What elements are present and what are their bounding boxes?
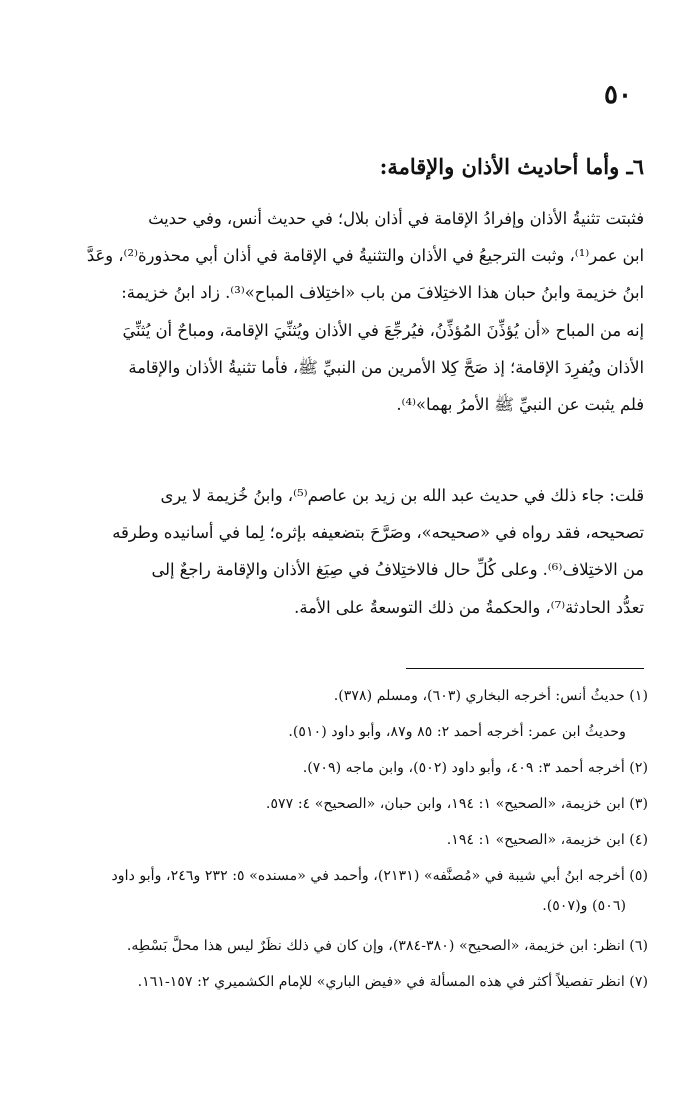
section-heading: ٦ـ وأما أحاديث الأذان والإقامة: [379, 154, 644, 179]
footnote-2: (٢) أخرجه أحمد ٣: ٤٠٩، وأبو داود (٥٠٢)، وابن ماجه (٧٠٩). [302, 760, 648, 776]
footnote-divider [406, 668, 644, 669]
paragraph-1 [50, 200, 644, 423]
footnote-1: (١) حديثُ أنس: أخرجه البخاري (٦٠٣)، ومسلم (٣٧٨). [333, 688, 648, 704]
paragraph-line: إنه من المباح «أن يُؤذِّنَ المُؤذِّنُ، فيُرجِّعَ في الأذان ويُثنِّيَ الإقامة، ومباحٌ أن يُثنِّيَ [122, 320, 644, 340]
paragraph-2 [50, 477, 644, 626]
paragraph-line: ابنُ خزيمة وابنُ حبان هذا الاختِلافَ من باب «اختِلاف المباح»⁽³⁾. زاد ابنُ خزيمة: [121, 283, 644, 303]
page-number: ٥٠ [604, 80, 632, 110]
footnote-1-continued: وحديثُ ابن عمر: أخرجه أحمد ٢: ٨٥ و٨٧، وأبو داود (٥١٠). [288, 724, 626, 740]
paragraph-line: قلت: جاء ذلك في حديث عبد الله بن زيد بن عاصم⁽⁵⁾، وابنُ خُزيمة لا يرى [160, 486, 644, 505]
paragraph-line: من الاختِلاف⁽⁶⁾. وعلى كُلِّ حال فالاختِلافُ في صِيَغ الأذان والإقامة راجعٌ إلى [151, 560, 644, 580]
footnote-3: (٣) ابن خزيمة، «الصحيح» ١: ١٩٤، وابن حبان، «الصحيح» ٤: ٥٧٧. [265, 796, 648, 812]
paragraph-line: فلم يثبت عن النبيِّ ﷺ الأمرُ بهما»⁽⁴⁾. [396, 395, 644, 415]
paragraph-line: فثبتت تثنيةُ الأذان وإفرادُ الإقامة في أذان بلال؛ في حديث أنس، وفي حديث [148, 209, 644, 228]
paragraph-line: الأذان ويُفرِدَ الإقامة؛ إذ صَحَّ كِلا الأمرين من النبيِّ ﷺ، فأما تثنيةُ الأذان والإقامة [128, 357, 644, 377]
paragraph-line: ابن عمر⁽¹⁾، وثبت الترجيعُ في الأذان والتثنيةُ في الإقامة في أذان أبي محذورة⁽²⁾، وعَدَّ [86, 246, 644, 266]
footnote-4: (٤) ابن خزيمة، «الصحيح» ١: ١٩٤. [446, 832, 648, 848]
footnote-6: (٦) انظر: ابن خزيمة، «الصحيح» (٣٨٠-٣٨٤)، وإن كان في ذلك نظَرٌ ليس هذا محلَّ بَسْطِه. [126, 938, 648, 954]
footnote-7: (٧) انظر تفصيلاً أكثر في هذه المسألة في «فيض الباري» للإمام الكشميري ٢: ١٥٧-١٦١. [137, 974, 648, 990]
paragraph-line: تعدُّد الحادثة⁽⁷⁾، والحكمةُ من ذلك التوسعةُ على الأمة. [294, 597, 644, 617]
footnote-5-continued: (٥٠٦) و(٥٠٧). [542, 898, 626, 914]
paragraph-line: تصحيحه، فقد رواه في «صحيحه»، وصَرَّحَ بتضعيفه بإثره؛ لِما في أسانيده وطرقه [112, 523, 644, 543]
footnote-5: (٥) أخرجه ابنُ أبي شيبة في «مُصنَّفه» (٢١٣١)، وأحمد في «مسنده» ٥: ٢٣٢ و٢٤٦، وأبو داود [111, 868, 648, 884]
